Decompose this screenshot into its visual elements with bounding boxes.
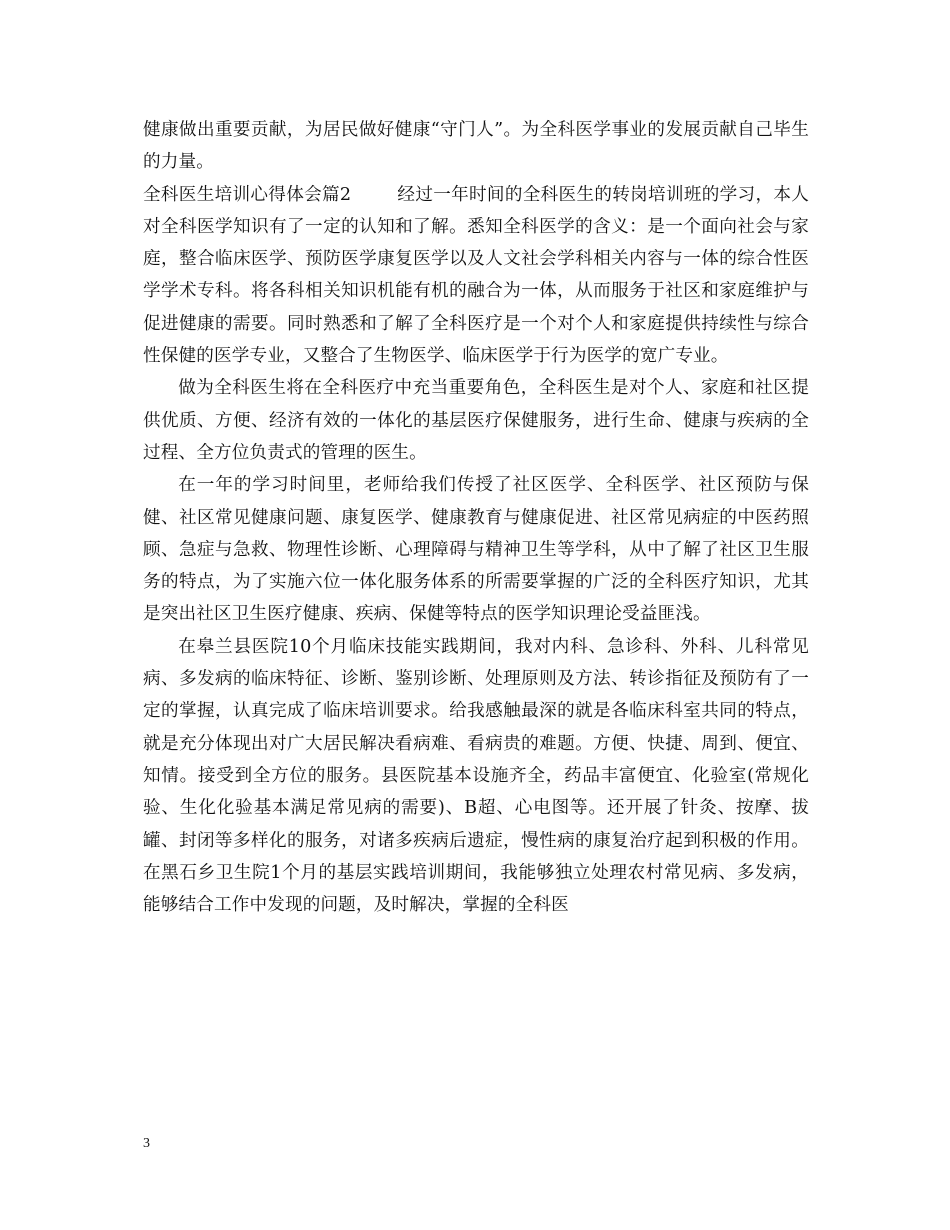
- document-body: [143, 114, 809, 921]
- paragraph-clinical-practice: 在皋兰县医院10个月临床技能实践期间，我对内科、急诊科、外科、儿科常见病、多发病的临床特征、诊断、鉴别诊断、处理原则及方法、转诊指征及预防有了一定的掌握，认真完成了临床培训要求。给我感触最深的就是各临床科室共同的特点，就是充分体现出对广大居民解决看病难、看病贵的难题。方便、快捷、周到、便宜、知情。接受到全方位的服务。县医院基本设施齐全，药品丰富便宜、化验室(常规化验、生化化验基本满足常见病的需要)、B超、心电图等。还开展了针灸、按摩、拔罐、封闭等多样化的服务，对诸多疾病后遗症，慢性病的康复治疗起到积极的作用。在黑石乡卫生院1个月的基层实践培训期间，我能够独立处理农村常见病、多发病，能够结合工作中发现的问题，及时解决，掌握的全科医: [143, 636, 809, 916]
- paragraph-continuation: 健康做出重要贡献，为居民做好健康“守门人”。为全科医学事业的发展贡献自己毕生的力量。: [143, 120, 809, 173]
- paragraph-section-heading: [143, 179, 809, 373]
- paragraph-general-practitioner-role: 做为全科医生将在全科医疗中充当重要角色，全科医生是对个人、家庭和社区提供优质、方便、经济有效的一体化的基层医疗保健服务，进行生命、健康与疾病的全过程、全方位负责式的管理的医生。: [143, 378, 809, 463]
- section-intro-text: 经过一年时间的全科医生的转岗培训班的学习，本人对全科医学知识有了一定的认知和了解。悉知全科医学的含义：是一个面向社会与家庭，整合临床医学、预防医学康复医学以及人文社会学科相关内容与一体的综合性医学学术专科。将各科相关知识机能有机的融合为一体，从而服务于社区和家庭维护与促进健康的需要。同时熟悉和了解了全科医疗是一个对个人和家庭提供持续性与综合性保健的医学专业，又整合了生物医学、临床医学于行为医学的宽广专业。: [143, 184, 809, 367]
- page-number: 3: [143, 1136, 150, 1151]
- paragraph-study-content: 在一年的学习时间里，老师给我们传授了社区医学、全科医学、社区预防与保健、社区常见健康问题、康复医学、健康教育与健康促进、社区常见病症的中医药照顾、急症与急救、物理性诊断、心理障碍与精神卫生等学科，从中了解了社区卫生服务的特点，为了实施六位一体化服务体系的所需要掌握的广泛的全科医疗知识，尤其是突出社区卫生医疗健康、疾病、保健等特点的医学知识理论受益匪浅。: [143, 475, 809, 625]
- section-heading: 全科医生培训心得体会篇2: [143, 184, 352, 205]
